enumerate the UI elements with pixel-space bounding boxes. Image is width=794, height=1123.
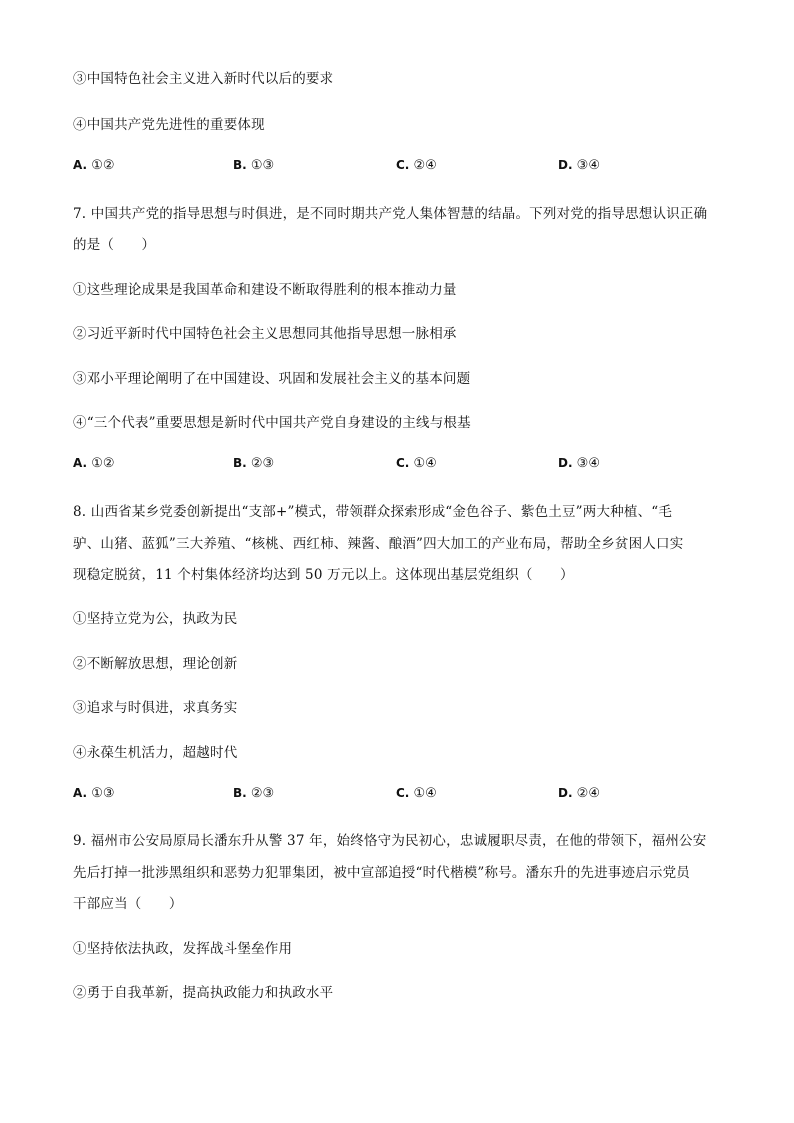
option-text: ①③	[250, 158, 275, 173]
q8-option-d[interactable]	[558, 786, 600, 801]
q8-item-3: ③追求与时俱进，求真务实	[73, 700, 238, 716]
q6-option-a[interactable]	[73, 158, 115, 173]
q8-item-1: ①坚持立党为公，执政为民	[73, 611, 238, 627]
option-text: ②④	[576, 786, 600, 801]
q6-option-b[interactable]	[233, 158, 274, 173]
q6-item-3: ③中国特色社会主义进入新时代以后的要求	[73, 71, 334, 87]
q8-option-a[interactable]	[73, 786, 115, 801]
option-letter: B.	[233, 158, 247, 172]
q8-stem-line-1: 8. 山西省某乡党委创新提出“支部+”模式，带领群众探索形成“金色谷子、紫色土豆”两大种植、“毛	[73, 504, 673, 520]
option-letter: C.	[396, 456, 410, 470]
q8-option-c[interactable]	[396, 786, 437, 801]
q9-stem-line-2: 先后打掉一批涉黑组织和恶势力犯罪集团，被中宣部追授“时代楷模”称号。潘东升的先进事迹启示党员	[73, 865, 691, 881]
q6-option-d[interactable]	[558, 158, 600, 173]
option-letter: B.	[233, 456, 247, 470]
option-text: ③④	[576, 456, 600, 471]
q8-item-2: ②不断解放思想，理论创新	[73, 656, 238, 672]
option-letter: A.	[73, 158, 88, 172]
option-letter: B.	[233, 786, 247, 800]
q6-options	[73, 158, 713, 176]
q7-option-a[interactable]	[73, 456, 115, 471]
option-text: ①②	[91, 158, 115, 173]
option-letter: A.	[73, 456, 88, 470]
q7-item-1: ①这些理论成果是我国革命和建设不断取得胜利的根本推动力量	[73, 282, 457, 298]
q6-option-c[interactable]	[396, 158, 437, 173]
option-letter: C.	[396, 786, 410, 800]
q9-item-2: ②勇于自我革新，提高执政能力和执政水平	[73, 985, 334, 1001]
option-letter: D.	[558, 456, 573, 470]
q8-stem-line-3: 现稳定脱贫，11 个村集体经济均达到 50 万元以上。这体现出基层党组织（ ）	[73, 567, 574, 583]
option-letter: D.	[558, 786, 573, 800]
option-text: ②③	[250, 456, 275, 471]
q6-item-4: ④中国共产党先进性的重要体现	[73, 117, 265, 133]
option-text: ②③	[250, 786, 275, 801]
q7-option-b[interactable]	[233, 456, 274, 471]
q7-item-2: ②习近平新时代中国特色社会主义思想同其他指导思想一脉相承	[73, 326, 457, 342]
option-letter: A.	[73, 786, 88, 800]
q7-item-3: ③邓小平理论阐明了在中国建设、巩固和发展社会主义的基本问题	[73, 371, 471, 387]
option-text: ①③	[91, 786, 115, 801]
q8-item-4: ④永葆生机活力，超越时代	[73, 745, 238, 761]
option-text: ①④	[413, 456, 437, 471]
q7-stem-line-2: 的是（ ）	[73, 237, 156, 253]
option-text: ③④	[576, 158, 600, 173]
q7-option-d[interactable]	[558, 456, 600, 471]
option-letter: C.	[396, 158, 410, 172]
option-text: ①②	[91, 456, 115, 471]
q8-option-b[interactable]	[233, 786, 274, 801]
q9-item-1: ①坚持依法执政，发挥战斗堡垒作用	[73, 941, 293, 957]
q7-option-c[interactable]	[396, 456, 437, 471]
option-letter: D.	[558, 158, 573, 172]
q7-item-4: ④“三个代表”重要思想是新时代中国共产党自身建设的主线与根基	[73, 415, 471, 431]
option-text: ②④	[413, 158, 437, 173]
q8-options	[73, 786, 713, 804]
q8-stem-line-2: 驴、山猪、蓝狐”三大养殖、“核桃、西红柿、辣酱、酿酒”四大加工的产业布局，帮助全乡贫困人口实	[73, 536, 684, 552]
q9-stem-line-1: 9. 福州市公安局原局长潘东升从警 37 年，始终恪守为民初心，忠诚履职尽责，在他的带领下，福州公安	[73, 833, 707, 849]
q9-stem-line-3: 干部应当（ ）	[73, 896, 183, 912]
q7-options	[73, 456, 713, 474]
q7-stem-line-1: 7. 中国共产党的指导思想与时俱进，是不同时期共产党人集体智慧的结晶。下列对党的指导思想认识正确	[73, 206, 708, 222]
option-text: ①④	[413, 786, 437, 801]
